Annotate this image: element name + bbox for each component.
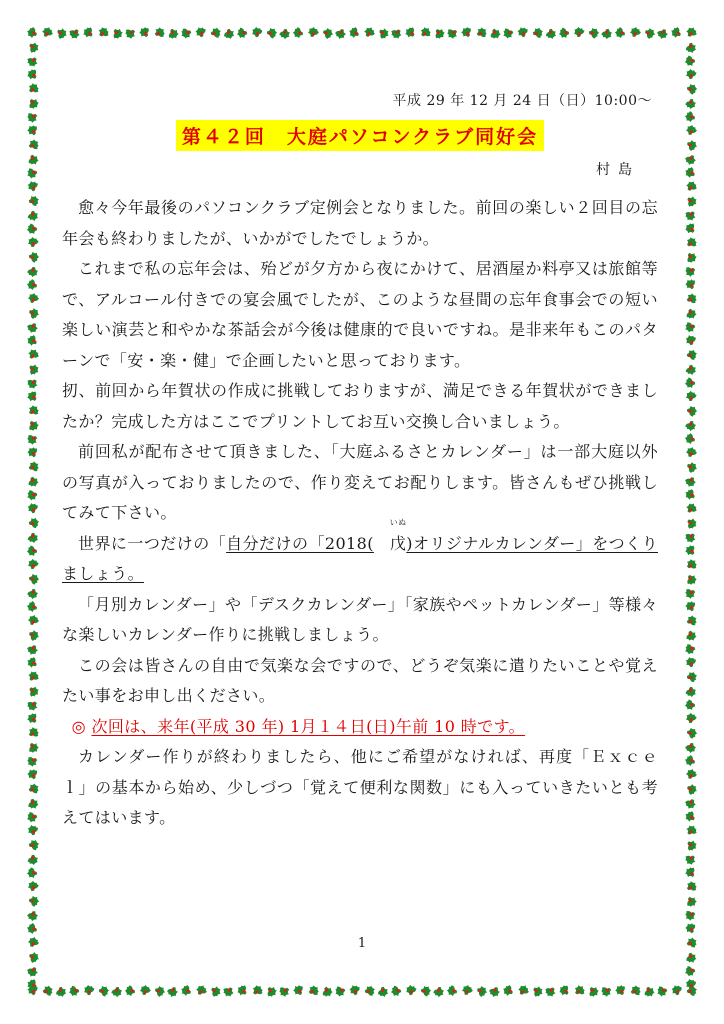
holly-leaf-icon: [378, 27, 390, 40]
holly-leaf-icon: [97, 26, 111, 39]
holly-leaf-icon: [137, 25, 151, 40]
holly-leaf-icon: [683, 586, 698, 600]
holly-leaf-icon: [390, 28, 403, 40]
holly-leaf-icon: [29, 308, 39, 319]
holly-leaf-icon: [686, 839, 699, 852]
holly-leaf-icon: [671, 27, 682, 39]
holly-leaf-icon: [28, 573, 40, 586]
holly-leaf-icon: [124, 984, 136, 997]
holly-leaf-icon: [684, 67, 698, 80]
holly-leaf-icon: [686, 26, 698, 37]
holly-leaf-icon: [27, 292, 39, 303]
paragraph-5-lead: 世界に一つだけの「: [78, 533, 227, 553]
holly-leaf-icon: [684, 742, 697, 754]
holly-leaf-icon: [26, 588, 39, 600]
holly-leaf-icon: [41, 983, 56, 998]
holly-leaf-icon: [28, 615, 40, 626]
holly-leaf-icon: [98, 984, 111, 998]
holly-leaf-icon: [600, 28, 613, 40]
holly-leaf-icon: [250, 25, 264, 39]
holly-leaf-icon: [25, 711, 38, 725]
holly-leaf-icon: [642, 985, 657, 1000]
holly-leaf-icon: [292, 26, 304, 39]
holly-leaf-icon: [27, 81, 41, 94]
holly-leaf-icon: [459, 25, 473, 40]
holly-leaf-icon: [683, 642, 698, 657]
holly-leaf-icon: [404, 983, 418, 997]
holly-leaf-icon: [420, 984, 433, 998]
holly-leaf-icon: [685, 613, 700, 628]
holly-leaf-icon: [68, 28, 81, 40]
holly-leaf-icon: [27, 97, 41, 111]
holly-leaf-icon: [307, 983, 322, 997]
holly-leaf-icon: [27, 516, 41, 531]
holly-leaf-icon: [27, 193, 41, 208]
holly-leaf-icon: [685, 477, 696, 487]
holly-leaf-icon: [488, 27, 503, 42]
holly-leaf-icon: [27, 781, 42, 796]
holly-leaf-icon: [193, 25, 208, 40]
holly-leaf-icon: [683, 376, 697, 390]
holly-leaf-icon: [265, 985, 279, 999]
holly-leaf-icon: [684, 210, 697, 223]
holly-leaf-icon: [42, 27, 54, 38]
holly-leaf-icon: [333, 984, 348, 999]
holly-leaf-icon: [657, 29, 668, 39]
paragraph-5-part-2: )オリジナルカレンダー」をつくりましょう。: [62, 533, 658, 583]
holly-leaf-icon: [54, 985, 69, 999]
ruby-reading: いぬ: [389, 517, 407, 527]
holly-leaf-icon: [26, 923, 37, 935]
title-wrap: [62, 120, 658, 151]
holly-leaf-icon: [364, 27, 376, 38]
holly-leaf-icon: [588, 26, 601, 40]
holly-leaf-icon: [685, 251, 699, 265]
holly-leaf-icon: [683, 277, 697, 292]
holly-leaf-icon: [26, 879, 39, 892]
holly-leaf-icon: [686, 769, 697, 779]
holly-leaf-icon: [26, 56, 39, 68]
holly-leaf-icon: [686, 195, 698, 208]
holly-leaf-icon: [167, 987, 178, 997]
holly-leaf-icon: [669, 983, 684, 998]
holly-leaf-icon: [501, 26, 516, 41]
holly-leaf-icon: [445, 27, 459, 41]
next-meeting-notice: [62, 712, 658, 743]
holly-leaf-icon: [683, 54, 697, 68]
holly-leaf-icon: [614, 26, 626, 39]
holly-leaf-icon: [26, 389, 39, 403]
holly-leaf-icon: [685, 235, 699, 249]
page-number: 1: [357, 936, 367, 951]
holly-leaf-icon: [684, 543, 697, 557]
holly-leaf-icon: [27, 459, 42, 474]
holly-leaf-icon: [433, 27, 447, 41]
holly-leaf-icon: [27, 348, 40, 360]
holly-leaf-icon: [684, 810, 695, 822]
holly-leaf-icon: [683, 265, 698, 279]
holly-leaf-icon: [503, 985, 513, 996]
holly-leaf-icon: [683, 599, 698, 614]
holly-leaf-icon: [686, 404, 699, 417]
holly-leaf-icon: [25, 983, 40, 998]
holly-leaf-icon: [27, 323, 38, 333]
holly-leaf-icon: [28, 363, 40, 376]
holly-leaf-icon: [515, 25, 530, 40]
ruby-annotation: [374, 517, 407, 560]
holly-leaf-icon: [683, 320, 698, 335]
holly-leaf-icon: [111, 27, 124, 41]
holly-leaf-icon: [26, 967, 38, 978]
holly-leaf-icon: [683, 908, 698, 922]
holly-leaf-icon: [432, 986, 445, 999]
holly-leaf-icon: [683, 853, 697, 866]
holly-leaf-icon: [587, 985, 601, 999]
holly-leaf-icon: [685, 446, 697, 457]
holly-leaf-icon: [25, 166, 40, 181]
holly-leaf-icon: [685, 879, 699, 893]
ruby-base: 戊: [389, 533, 407, 553]
holly-leaf-icon: [629, 26, 641, 37]
holly-leaf-icon: [684, 951, 699, 966]
holly-leaf-icon: [82, 983, 96, 997]
paragraph-5-part-1: 自分だけの「2018(: [226, 533, 374, 553]
holly-leaf-icon: [558, 983, 571, 997]
holly-leaf-icon: [645, 28, 656, 40]
holly-leaf-icon: [209, 25, 223, 40]
paragraph-3: 扨、前回から年賀状の作成に挑戦しておりますが、満足できる年賀状ができましたか？完成した方はここでプリントしてお互い交換し合いましょう。: [62, 381, 658, 431]
holly-leaf-icon: [166, 27, 181, 42]
holly-leaf-icon: [573, 984, 587, 997]
holly-leaf-icon: [684, 110, 696, 123]
document-page: [62, 90, 658, 834]
holly-leaf-icon: [26, 978, 38, 991]
holly-leaf-icon: [28, 685, 40, 698]
holly-leaf-icon: [518, 984, 530, 995]
holly-leaf-icon: [25, 544, 38, 558]
holly-leaf-icon: [685, 180, 697, 191]
holly-leaf-icon: [684, 799, 696, 810]
holly-leaf-icon: [419, 26, 433, 39]
holly-leaf-icon: [278, 28, 291, 41]
holly-leaf-icon: [27, 334, 38, 346]
holly-leaf-icon: [26, 278, 38, 291]
holly-leaf-icon: [26, 601, 37, 613]
holly-leaf-icon: [26, 475, 41, 490]
holly-leaf-icon: [686, 517, 698, 530]
holly-leaf-icon: [251, 984, 265, 997]
holly-leaf-icon: [683, 865, 697, 879]
holly-leaf-icon: [446, 984, 458, 997]
holly-leaf-icon: [25, 123, 39, 138]
holly-leaf-icon: [67, 984, 81, 998]
holly-leaf-icon: [684, 977, 699, 991]
page-title: 第４２回 大庭パソコンクラブ同好会: [176, 120, 544, 151]
holly-leaf-icon: [683, 964, 697, 979]
holly-leaf-icon: [222, 27, 237, 41]
holly-leaf-icon: [28, 41, 40, 54]
holly-leaf-icon: [222, 986, 235, 998]
holly-leaf-icon: [25, 488, 40, 503]
holly-leaf-icon: [335, 29, 346, 39]
holly-leaf-icon: [685, 557, 699, 571]
holly-leaf-icon: [685, 895, 699, 910]
holly-leaf-icon: [544, 986, 557, 998]
holly-leaf-icon: [685, 124, 697, 135]
holly-leaf-icon: [291, 983, 305, 998]
holly-leaf-icon: [25, 699, 39, 712]
holly-leaf-icon: [25, 754, 40, 768]
holly-leaf-icon: [27, 645, 39, 656]
holly-leaf-icon: [139, 984, 152, 996]
holly-leaf-icon: [683, 698, 696, 712]
holly-leaf-icon: [29, 630, 39, 641]
holly-leaf-icon: [27, 741, 41, 756]
holly-leaf-icon: [25, 378, 38, 391]
holly-leaf-icon: [544, 27, 559, 41]
holly-leaf-icon: [629, 983, 644, 998]
holly-leaf-icon: [26, 557, 40, 570]
holly-leaf-icon: [685, 670, 699, 684]
holly-leaf-icon: [27, 670, 40, 682]
holly-leaf-icon: [686, 82, 699, 96]
holly-leaf-icon: [28, 895, 40, 908]
holly-leaf-icon: [531, 25, 545, 40]
paragraph-5: [62, 517, 658, 590]
holly-leaf-icon: [27, 838, 41, 852]
holly-leaf-icon: [557, 26, 571, 40]
holly-leaf-icon: [684, 629, 699, 644]
holly-leaf-icon: [684, 363, 698, 377]
holly-leaf-icon: [349, 27, 359, 38]
holly-leaf-icon: [25, 767, 40, 782]
holly-leaf-icon: [179, 26, 194, 41]
holly-leaf-icon: [685, 348, 699, 363]
holly-leaf-icon: [685, 291, 700, 306]
holly-leaf-icon: [27, 27, 37, 38]
holly-leaf-icon: [27, 137, 42, 152]
holly-leaf-icon: [26, 266, 39, 278]
holly-leaf-icon: [599, 985, 613, 999]
holly-leaf-icon: [477, 985, 488, 997]
holly-leaf-icon: [25, 179, 40, 193]
holly-leaf-icon: [404, 25, 417, 38]
holly-leaf-icon: [684, 221, 697, 235]
holly-leaf-icon: [683, 921, 698, 936]
holly-leaf-icon: [684, 685, 698, 699]
holly-leaf-icon: [153, 25, 168, 39]
holly-leaf-icon: [489, 987, 500, 997]
holly-leaf-icon: [196, 985, 208, 996]
holly-leaf-icon: [82, 26, 94, 39]
holly-leaf-icon: [687, 784, 697, 795]
holly-leaf-icon: [685, 983, 699, 998]
holly-leaf-icon: [684, 41, 698, 55]
holly-leaf-icon: [685, 166, 696, 178]
holly-leaf-icon: [687, 140, 697, 151]
paragraph-4: 前回私が配布させて頂きました、「大庭ふるさとカレンダー」は一部大庭以外の写真が入っておりましたので、作り変えてお配りします。皆さんもぜひ挑戦してみて下さい。: [62, 442, 658, 522]
holly-leaf-icon: [684, 420, 697, 432]
holly-leaf-icon: [26, 656, 37, 668]
holly-leaf-icon: [26, 531, 40, 545]
holly-leaf-icon: [25, 501, 40, 515]
holly-leaf-icon: [307, 26, 320, 38]
holly-leaf-icon: [683, 655, 698, 669]
holly-leaf-icon: [25, 823, 40, 837]
holly-leaf-icon: [25, 222, 39, 236]
holly-leaf-icon: [27, 725, 41, 739]
holly-leaf-icon: [461, 984, 473, 995]
paragraph-7: この会は皆さんの自由で気楽な会ですので、どうぞ気楽に遣りたいことや覚えたい事をお申し出ください。: [62, 655, 658, 705]
holly-leaf-icon: [323, 27, 334, 39]
holly-leaf-icon: [683, 531, 697, 544]
holly-leaf-icon: [684, 711, 698, 724]
holly-leaf-icon: [25, 810, 39, 825]
holly-leaf-icon: [26, 153, 41, 168]
holly-leaf-icon: [56, 28, 67, 40]
holly-leaf-icon: [687, 462, 697, 473]
holly-leaf-icon: [684, 432, 695, 444]
holly-leaf-icon: [236, 984, 249, 997]
holly-leaf-icon: [389, 984, 403, 998]
holly-leaf-icon: [376, 985, 391, 999]
holly-leaf-icon: [347, 983, 362, 998]
author-name: 村島: [596, 162, 640, 178]
paragraph-2: これまで私の忘年会は、殆どが夕方から夜にかけて、居酒屋か料亭又は旅館等で、アルコール付きでの宴会風でしたが、このような昼間の忘年食事会での短い楽しい演芸と和やかな茶話会が今後は健康的で良いですね。是非来年もこのパターンで「安・楽・健」で企画したいと思っております。: [62, 259, 658, 370]
holly-leaf-icon: [320, 985, 335, 1000]
holly-leaf-icon: [110, 986, 124, 999]
holly-leaf-icon: [26, 853, 40, 867]
holly-leaf-icon: [181, 985, 191, 996]
holly-leaf-icon: [26, 67, 39, 81]
date-line: 平成 29 年 12 月 24 日（日）10:00～: [392, 93, 652, 109]
holly-leaf-icon: [123, 27, 137, 41]
holly-leaf-icon: [277, 985, 291, 999]
holly-leaf-icon: [686, 727, 698, 740]
holly-leaf-icon: [235, 26, 249, 40]
holly-leaf-icon: [685, 573, 699, 587]
holly-leaf-icon: [475, 25, 490, 39]
holly-leaf-icon: [684, 307, 699, 322]
holly-leaf-icon: [363, 983, 377, 998]
notice-mark: ◎: [71, 716, 86, 736]
holly-leaf-icon: [684, 389, 698, 402]
holly-leaf-icon: [26, 797, 41, 812]
holly-leaf-icon: [28, 250, 41, 263]
notice-text: 次回は、来年(平成 30 年) 1月１４日(日)午前 10 時です。: [91, 716, 526, 736]
holly-leaf-icon: [26, 209, 40, 223]
holly-leaf-icon: [25, 445, 39, 460]
holly-leaf-icon: [26, 910, 39, 922]
holly-leaf-icon: [266, 26, 279, 40]
paragraph-1: 愈々今年最後のパソコンクラブ定例会となりました。前回の楽しい２回目の忘年会も終わりましたが、いかがでしたでしょうか。: [62, 198, 658, 248]
paragraph-6: 「月別カレンダー」や「デスクカレンダー」「家族やペットカレンダー」等様々な楽しいカレンダー作りに挑戦しましょう。: [62, 594, 658, 644]
holly-leaf-icon: [25, 432, 40, 446]
holly-leaf-icon: [25, 111, 40, 125]
holly-leaf-icon: [26, 235, 40, 248]
holly-leaf-icon: [685, 824, 698, 836]
holly-leaf-icon: [685, 502, 698, 514]
paragraph-8: カレンダー作りが終わりましたら、他にご希望がなければ、再度「Ｅｘｃｅｌ」の基本から始め、少しづつ「覚えて便利な関数」にも入っていきたいとも考えてはいます。: [62, 747, 658, 827]
holly-leaf-icon: [29, 952, 39, 963]
holly-leaf-icon: [684, 488, 695, 500]
holly-leaf-icon: [684, 98, 697, 110]
holly-leaf-icon: [532, 985, 544, 998]
holly-leaf-icon: [25, 866, 38, 880]
holly-leaf-icon: [27, 403, 41, 417]
holly-leaf-icon: [684, 755, 695, 767]
holly-leaf-icon: [572, 25, 586, 38]
holly-leaf-icon: [210, 985, 221, 997]
holly-leaf-icon: [613, 983, 627, 998]
holly-leaf-icon: [683, 333, 698, 347]
holly-leaf-icon: [655, 984, 670, 999]
holly-leaf-icon: [685, 155, 696, 165]
holly-leaf-icon: [155, 985, 166, 997]
holly-leaf-icon: [27, 419, 41, 433]
